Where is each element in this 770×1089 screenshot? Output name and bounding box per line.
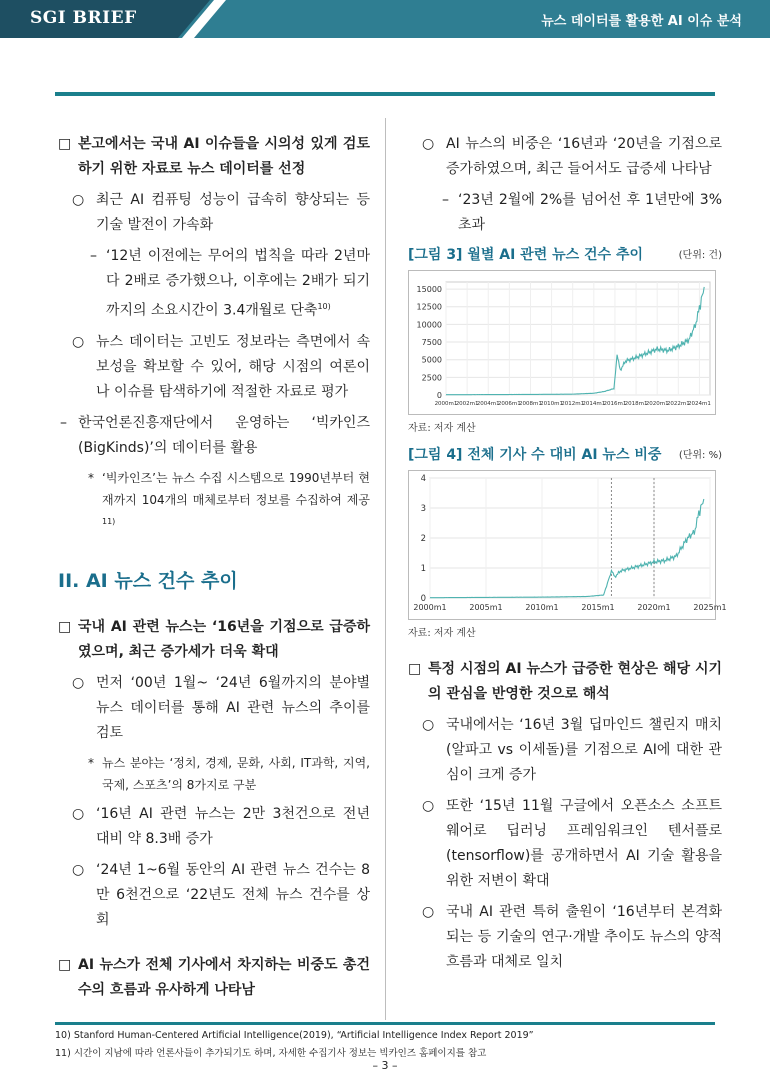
paragraph-surge-interpretation: □ 특정 시점의 AI 뉴스가 급증한 현상은 해당 시기의 관심을 반영한 것으로 해석 bbox=[408, 657, 722, 707]
note-news-fields: * 뉴스 분야는 ‘정치, 경제, 문화, 사회, IT과학, 지역, 국제, 스포츠’의 8가지로 구분 bbox=[88, 752, 370, 796]
x-tick-label: 2005m1 bbox=[469, 603, 503, 612]
bullet-review-period: ○ 먼저 ‘00년 1월~ ‘24년 6월까지의 분야별 뉴스 데이터를 통해 AI 관련 뉴스의 추이를 검토 bbox=[66, 671, 370, 746]
paragraph-intro: □ 본고에서는 국내 AI 이슈들을 시의성 있게 검토하기 위한 자료로 뉴스 데이터를 선정 bbox=[58, 132, 370, 182]
bullet-patents: ○ 국내 AI 관련 특허 출원이 ‘16년부터 본격화되는 등 기술의 연구·개발 추이도 뉴스의 양적 흐름과 대체로 일치 bbox=[416, 900, 722, 975]
bullet-2016-news: ○ ‘16년 AI 관련 뉴스는 2만 3천건으로 전년 대비 약 8.3배 증가 bbox=[66, 802, 370, 852]
paragraph-ai-news-surge: □ 국내 AI 관련 뉴스는 ‘16년을 기점으로 급증하였으며, 최근 증가세가 더욱 확대 bbox=[58, 615, 370, 665]
plot-area bbox=[446, 282, 710, 395]
paragraph-ai-share: □ AI 뉴스가 전체 기사에서 차지하는 비중도 총건수의 흐름과 유사하게 나타남 bbox=[58, 953, 370, 1003]
figure-3-source: 자료: 저자 계산 bbox=[408, 423, 476, 434]
bullet-ai-share-growth: ○ AI 뉴스의 비중은 ‘16년과 ‘20년을 기점으로 증가하였으며, 최근 들어서도 급증세 나타남 bbox=[416, 132, 722, 182]
footnote-10: 10) Stanford Human-Centered Artificial Intelligence(2019), “Artificial Intelligence Index Report 2019” bbox=[55, 1030, 534, 1041]
figure-4-chart bbox=[408, 470, 727, 620]
figure-4-title bbox=[408, 444, 722, 464]
figure-3-unit: (단위: 건) bbox=[678, 250, 722, 261]
figure-3-title-text: [그림 3] 월별 AI 관련 뉴스 건수 추이 bbox=[408, 247, 643, 263]
y-tick-label: 15000 bbox=[416, 285, 442, 295]
y-tick-label: 2500 bbox=[421, 373, 442, 383]
y-tick-label: 0 bbox=[436, 391, 442, 400]
left-column bbox=[58, 132, 370, 1009]
x-tick-label: 2020m1 bbox=[645, 401, 669, 407]
figure-4-source: 자료: 저자 계산 bbox=[408, 628, 476, 639]
x-tick-label: 2022m1 bbox=[666, 401, 690, 407]
x-tick-label: 2008m1 bbox=[519, 401, 542, 407]
page-number: – 3 – bbox=[372, 1059, 398, 1072]
figure-4-title-text: [그림 4] 전체 기사 수 대비 AI 뉴스 비중 bbox=[408, 447, 662, 463]
x-tick-label: 2025m1 bbox=[693, 603, 727, 612]
moore-law-text: ‘12년 이전에는 무어의 법칙을 따라 2년마다 2배로 증가했으나, 이후에는 2배가 되기까지의 소요시간이 3.4개월로 단축 bbox=[106, 248, 370, 319]
y-tick-label: 2 bbox=[420, 534, 426, 544]
bullet-2024-news: ○ ‘24년 1~6월 동안의 AI 관련 뉴스 건수는 8만 6천건으로 ‘22년도 전체 뉴스 건수를 상회 bbox=[66, 858, 370, 933]
x-tick-label: 2006m1 bbox=[497, 401, 521, 407]
footnote-ref-11: 11) bbox=[102, 516, 116, 526]
bullet-bigkinds: – 한국언론진흥재단에서 운영하는 ‘빅카인즈(BigKinds)’의 데이터를 활용 bbox=[58, 411, 370, 461]
x-tick-label: 2002m1 bbox=[455, 401, 479, 407]
y-tick-label: 12500 bbox=[416, 302, 442, 312]
bullet-news-data: ○ 뉴스 데이터는 고빈도 정보라는 측면에서 속보성을 확보할 수 있어, 해당 시점의 여론이나 이슈를 탐색하기에 적절한 자료로 평가 bbox=[66, 330, 370, 405]
y-tick-label: 4 bbox=[420, 474, 426, 484]
column-divider bbox=[385, 118, 386, 1020]
x-tick-label: 2012m1 bbox=[561, 401, 585, 407]
right-column bbox=[408, 132, 727, 981]
x-tick-label: 2014m1 bbox=[582, 401, 606, 407]
top-rule bbox=[55, 92, 715, 96]
section-title: II. AI 뉴스 건수 추이 bbox=[58, 569, 238, 592]
x-tick-label: 2016m1 bbox=[603, 401, 627, 407]
x-tick-label: 2000m1 bbox=[434, 401, 458, 407]
bullet-tensorflow: ○ 또한 ‘15년 11월 구글에서 오픈소스 소프트웨어로 딥러닝 프레임워크인 텐서플로(tensorflow)를 공개하면서 AI 기술 활용을 위한 저변이 확대 bbox=[416, 794, 722, 894]
bigkinds-note-text: ‘빅카인즈’는 뉴스 수집 시스템으로 1990년부터 현재까지 104개의 매체로부터 정보를 수집하여 제공 bbox=[102, 470, 370, 507]
y-tick-label: 7500 bbox=[421, 338, 442, 348]
header-brand: SGI BRIEF bbox=[30, 8, 137, 28]
bullet-ai-computing: ○ 최근 AI 컴퓨팅 성능이 급속히 향상되는 등 기술 발전이 가속화 bbox=[66, 188, 370, 238]
figure-4-unit: (단위: %) bbox=[678, 450, 722, 461]
footnote-11: 11) 시간이 지남에 따라 언론사들이 추가되기도 하며, 자세한 수집기사 정보는 빅카인즈 홈페이지를 참고 bbox=[55, 1048, 487, 1059]
x-tick-label: 2010m1 bbox=[540, 401, 564, 407]
x-tick-label: 2010m1 bbox=[525, 603, 559, 612]
y-tick-label: 5000 bbox=[421, 355, 442, 365]
footnote-rule bbox=[55, 1022, 715, 1025]
header-title: 뉴스 데이터를 활용한 AI 이슈 분석 bbox=[541, 14, 742, 29]
bullet-2023-share: – ‘23년 2월에 2%를 넘어선 후 1년만에 3% 초과 bbox=[438, 188, 722, 238]
figure-3-title bbox=[408, 244, 722, 264]
footnote-ref-10: 10) bbox=[317, 302, 331, 311]
x-tick-label: 2018m1 bbox=[624, 401, 648, 407]
x-tick-label: 2015m1 bbox=[581, 603, 615, 612]
figure-3-chart bbox=[408, 270, 716, 415]
y-tick-label: 3 bbox=[420, 504, 426, 514]
x-tick-label: 2020m1 bbox=[637, 603, 671, 612]
x-tick-label: 2000m1 bbox=[413, 603, 447, 612]
y-tick-label: 1 bbox=[420, 564, 426, 574]
y-tick-label: 0 bbox=[420, 594, 426, 604]
bullet-moore-law bbox=[86, 244, 370, 324]
y-tick-label: 10000 bbox=[416, 320, 442, 330]
x-tick-label: 2004m1 bbox=[476, 401, 500, 407]
x-tick-label: 2024m1 bbox=[688, 401, 711, 407]
bullet-alphago: ○ 국내에서는 ‘16년 3월 딥마인드 챌린지 매치(알파고 vs 이세돌)를 기점으로 AI에 대한 관심이 크게 증가 bbox=[416, 713, 722, 788]
note-bigkinds bbox=[88, 467, 370, 536]
